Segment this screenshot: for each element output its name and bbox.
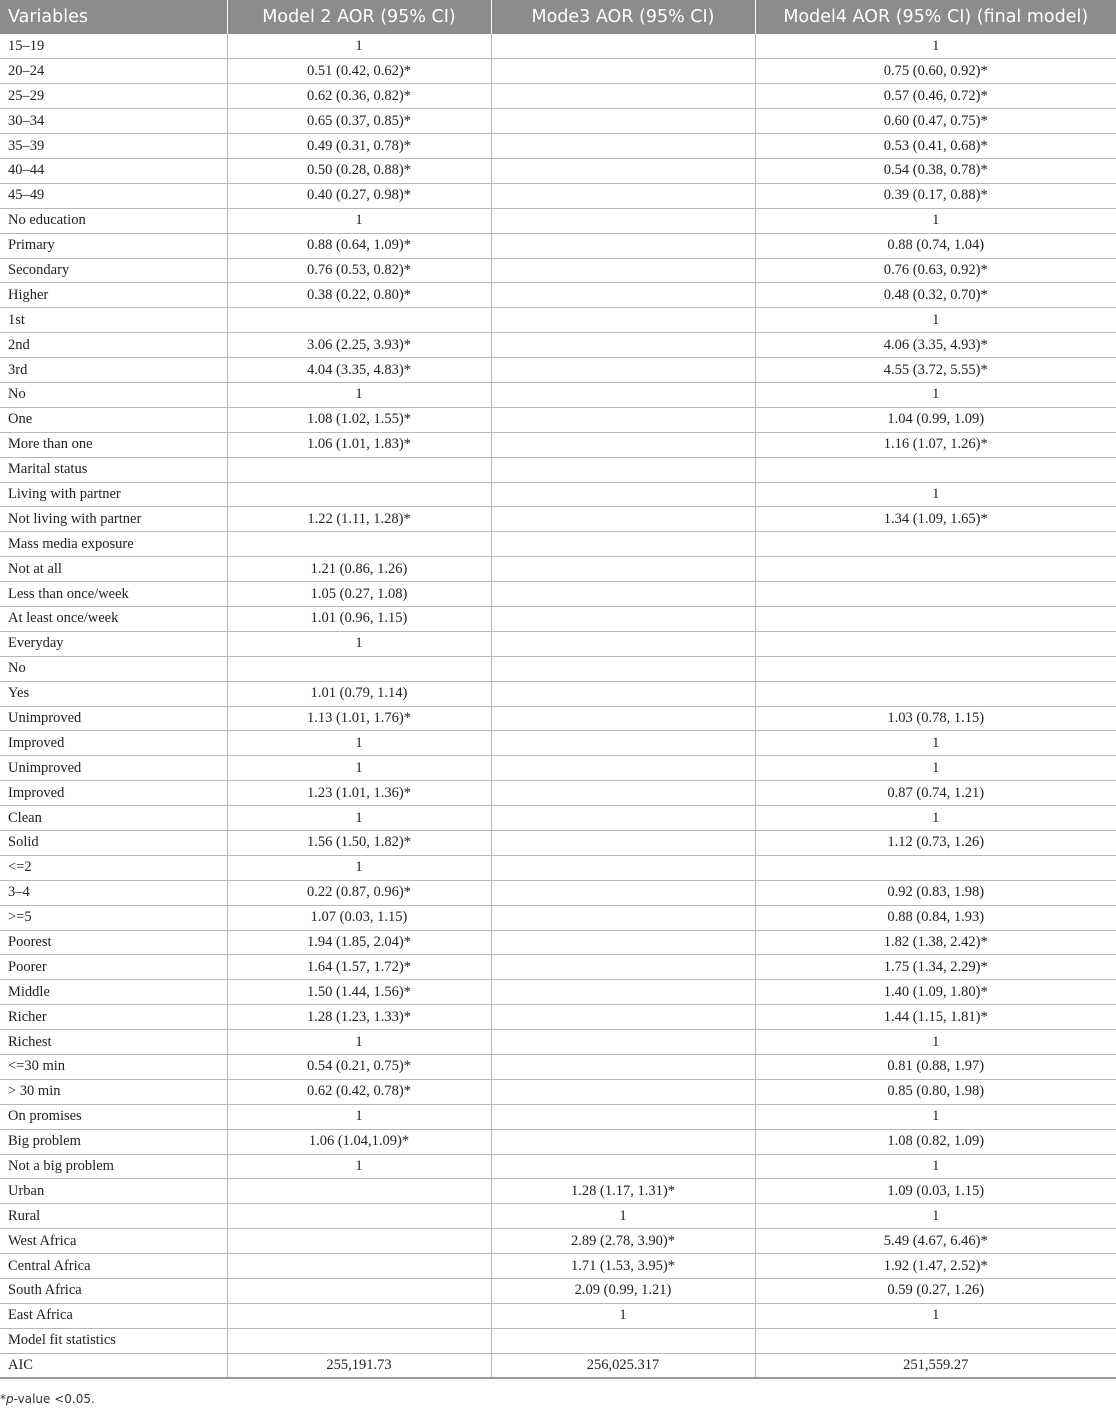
row-variable: Rural: [0, 1204, 227, 1229]
row-model2: 1: [227, 382, 491, 407]
row-model3: 256,025.317: [491, 1353, 755, 1378]
row-variable: West Africa: [0, 1229, 227, 1254]
row-variable: 3rd: [0, 358, 227, 383]
table-row: [0, 507, 1116, 532]
row-variable: No: [0, 656, 227, 681]
row-model2: 1.05 (0.27, 1.08): [227, 582, 491, 607]
row-model3: [491, 258, 755, 283]
row-model4: 4.06 (3.35, 4.93)*: [755, 333, 1116, 358]
row-variable: Secondary: [0, 258, 227, 283]
row-model4: 0.88 (0.74, 1.04): [755, 233, 1116, 258]
row-model3: [491, 806, 755, 831]
row-variable: More than one: [0, 432, 227, 457]
row-variable: Improved: [0, 781, 227, 806]
row-model3: [491, 333, 755, 358]
footnote-p: p: [6, 1392, 14, 1406]
table-row: [0, 432, 1116, 457]
row-model4: 0.48 (0.32, 0.70)*: [755, 283, 1116, 308]
row-model3: [491, 283, 755, 308]
row-model3: [491, 930, 755, 955]
table-row: [0, 109, 1116, 134]
table-row: [0, 258, 1116, 283]
row-model4: [755, 681, 1116, 706]
row-variable: Less than once/week: [0, 582, 227, 607]
row-model3: [491, 905, 755, 930]
row-model3: 2.89 (2.78, 3.90)*: [491, 1229, 755, 1254]
row-model3: [491, 731, 755, 756]
row-model4: 0.39 (0.17, 0.88)*: [755, 183, 1116, 208]
row-model4: 1: [755, 482, 1116, 507]
row-model3: [491, 407, 755, 432]
row-model4: 1: [755, 1030, 1116, 1055]
row-variable: No: [0, 382, 227, 407]
row-model4: 4.55 (3.72, 5.55)*: [755, 358, 1116, 383]
row-model2: 1.50 (1.44, 1.56)*: [227, 980, 491, 1005]
table-row: [0, 233, 1116, 258]
row-model4: [755, 532, 1116, 557]
row-model2: [227, 1328, 491, 1353]
header-model2: Model 2 AOR (95% CI): [227, 0, 491, 34]
row-model2: [227, 457, 491, 482]
row-model2: 1.07 (0.03, 1.15): [227, 905, 491, 930]
table-row: [0, 482, 1116, 507]
table-row: [0, 606, 1116, 631]
row-variable: Urban: [0, 1179, 227, 1204]
row-model4: [755, 582, 1116, 607]
row-model4: [755, 557, 1116, 582]
table-row: [0, 358, 1116, 383]
table-row: [0, 1055, 1116, 1080]
footnote-mark: *: [0, 1392, 6, 1406]
row-variable: 40–44: [0, 158, 227, 183]
table-row: [0, 532, 1116, 557]
header-row: [0, 0, 1116, 34]
row-variable: Unimproved: [0, 756, 227, 781]
row-model4: 0.57 (0.46, 0.72)*: [755, 84, 1116, 109]
row-model2: 1.08 (1.02, 1.55)*: [227, 407, 491, 432]
row-variable: 25–29: [0, 84, 227, 109]
row-model3: [491, 1005, 755, 1030]
table-header: [0, 0, 1116, 34]
row-model3: [491, 606, 755, 631]
table-row: [0, 681, 1116, 706]
table-row: [0, 880, 1116, 905]
row-model2: 0.62 (0.42, 0.78)*: [227, 1079, 491, 1104]
row-model4: 1: [755, 731, 1116, 756]
table-row: [0, 34, 1116, 59]
row-model2: 1: [227, 1030, 491, 1055]
header-model4: Model4 AOR (95% CI) (final model): [783, 7, 1089, 27]
table-row: [0, 731, 1116, 756]
row-model3: [491, 59, 755, 84]
row-model3: [491, 432, 755, 457]
table-row: [0, 582, 1116, 607]
row-model4: 251,559.27: [755, 1353, 1116, 1378]
row-variable: Solid: [0, 831, 227, 856]
row-model2: 0.22 (0.87, 0.96)*: [227, 880, 491, 905]
row-model3: [491, 980, 755, 1005]
row-model2: 1.22 (1.11, 1.28)*: [227, 507, 491, 532]
row-model4: [755, 656, 1116, 681]
table-row: [0, 631, 1116, 656]
row-model2: 1.64 (1.57, 1.72)*: [227, 955, 491, 980]
row-variable: Living with partner: [0, 482, 227, 507]
row-model3: [491, 955, 755, 980]
row-model3: [491, 1104, 755, 1129]
row-model3: [491, 134, 755, 159]
row-model3: [491, 557, 755, 582]
row-model3: [491, 183, 755, 208]
row-variable: 35–39: [0, 134, 227, 159]
row-model4: 1.82 (1.38, 2.42)*: [755, 930, 1116, 955]
row-model4: [755, 631, 1116, 656]
table-row: [0, 1030, 1116, 1055]
row-model4: 0.81 (0.88, 1.97): [755, 1055, 1116, 1080]
row-model4: 1: [755, 1204, 1116, 1229]
row-variable: 3–4: [0, 880, 227, 905]
row-model4: 1: [755, 382, 1116, 407]
row-model3: [491, 1030, 755, 1055]
row-model4: 1.08 (0.82, 1.09): [755, 1129, 1116, 1154]
row-model2: 1.01 (0.79, 1.14): [227, 681, 491, 706]
row-model4: 1: [755, 34, 1116, 59]
row-variable: Poorest: [0, 930, 227, 955]
table-row: [0, 557, 1116, 582]
row-model4: 1.09 (0.03, 1.15): [755, 1179, 1116, 1204]
table-row: [0, 905, 1116, 930]
row-variable: Higher: [0, 283, 227, 308]
row-model4: 1: [755, 756, 1116, 781]
row-model2: 0.50 (0.28, 0.88)*: [227, 158, 491, 183]
table-row: [0, 1353, 1116, 1378]
row-model3: 1.28 (1.17, 1.31)*: [491, 1179, 755, 1204]
row-variable: Mass media exposure: [0, 532, 227, 557]
row-model3: [491, 34, 755, 59]
row-model3: [491, 656, 755, 681]
row-variable: Big problem: [0, 1129, 227, 1154]
table-row: [0, 59, 1116, 84]
table-row: [0, 283, 1116, 308]
row-model3: [491, 1055, 755, 1080]
table-row: [0, 158, 1116, 183]
row-model2: 1: [227, 806, 491, 831]
row-model4: 0.54 (0.38, 0.78)*: [755, 158, 1116, 183]
table-row: [0, 930, 1116, 955]
row-model3: [491, 532, 755, 557]
row-model4: [755, 855, 1116, 880]
table-row: [0, 1279, 1116, 1304]
row-model2: 1.01 (0.96, 1.15): [227, 606, 491, 631]
row-variable: Poorer: [0, 955, 227, 980]
row-model4: 0.75 (0.60, 0.92)*: [755, 59, 1116, 84]
row-model3: [491, 1079, 755, 1104]
row-model3: [491, 382, 755, 407]
row-variable: Central Africa: [0, 1254, 227, 1279]
row-variable: At least once/week: [0, 606, 227, 631]
table-row: [0, 1005, 1116, 1030]
row-model2: 1.28 (1.23, 1.33)*: [227, 1005, 491, 1030]
row-variable: 45–49: [0, 183, 227, 208]
row-variable: No education: [0, 208, 227, 233]
row-variable: >=5: [0, 905, 227, 930]
row-model3: [491, 831, 755, 856]
row-model4: [755, 606, 1116, 631]
row-model2: [227, 1179, 491, 1204]
row-variable: > 30 min: [0, 1079, 227, 1104]
row-model3: [491, 208, 755, 233]
row-variable: 15–19: [0, 34, 227, 59]
table-row: [0, 333, 1116, 358]
row-variable: Not a big problem: [0, 1154, 227, 1179]
footnote-text: -value <0.05.: [13, 1392, 95, 1406]
row-model4: 1.92 (1.47, 2.52)*: [755, 1254, 1116, 1279]
row-variable: South Africa: [0, 1279, 227, 1304]
row-model2: 1: [227, 208, 491, 233]
row-model4: [755, 457, 1116, 482]
row-model3: [491, 482, 755, 507]
row-model4: 1.12 (0.73, 1.26): [755, 831, 1116, 856]
table-row: [0, 1254, 1116, 1279]
row-variable: Richer: [0, 1005, 227, 1030]
row-model2: 0.88 (0.64, 1.09)*: [227, 233, 491, 258]
row-model3: [491, 855, 755, 880]
row-variable: Not at all: [0, 557, 227, 582]
row-model4: [755, 1328, 1116, 1353]
table-row: [0, 1229, 1116, 1254]
row-model4: 1.34 (1.09, 1.65)*: [755, 507, 1116, 532]
row-model2: [227, 532, 491, 557]
row-model3: 1: [491, 1204, 755, 1229]
row-model4: 0.60 (0.47, 0.75)*: [755, 109, 1116, 134]
row-model3: [491, 1154, 755, 1179]
row-model2: 3.06 (2.25, 3.93)*: [227, 333, 491, 358]
row-model3: [491, 109, 755, 134]
table-row: [0, 84, 1116, 109]
row-variable: Unimproved: [0, 706, 227, 731]
row-variable: Clean: [0, 806, 227, 831]
table-row: [0, 1154, 1116, 1179]
row-variable: AIC: [0, 1353, 227, 1378]
row-model2: 1: [227, 1154, 491, 1179]
row-variable: On promises: [0, 1104, 227, 1129]
table-body: [0, 34, 1116, 1378]
row-model4: 5.49 (4.67, 6.46)*: [755, 1229, 1116, 1254]
row-variable: <=30 min: [0, 1055, 227, 1080]
row-model4: 0.92 (0.83, 1.98): [755, 880, 1116, 905]
row-model2: [227, 1254, 491, 1279]
row-model2: 0.76 (0.53, 0.82)*: [227, 258, 491, 283]
row-model4: 0.85 (0.80, 1.98): [755, 1079, 1116, 1104]
row-model2: 1: [227, 731, 491, 756]
table-row: [0, 1129, 1116, 1154]
row-model4: 1.16 (1.07, 1.26)*: [755, 432, 1116, 457]
row-model4: 0.88 (0.84, 1.93): [755, 905, 1116, 930]
table-row: [0, 656, 1116, 681]
row-model2: 1.56 (1.50, 1.82)*: [227, 831, 491, 856]
row-model4: 1: [755, 806, 1116, 831]
row-model4: 1.04 (0.99, 1.09): [755, 407, 1116, 432]
row-model2: 255,191.73: [227, 1353, 491, 1378]
row-model4: 1: [755, 1104, 1116, 1129]
row-model2: 0.65 (0.37, 0.85)*: [227, 109, 491, 134]
table-row: [0, 457, 1116, 482]
table-row: [0, 183, 1116, 208]
table-row: [0, 980, 1116, 1005]
row-variable: Model fit statistics: [0, 1328, 227, 1353]
row-model3: [491, 631, 755, 656]
row-variable: Primary: [0, 233, 227, 258]
row-model3: [491, 1129, 755, 1154]
row-model3: 2.09 (0.99, 1.21): [491, 1279, 755, 1304]
row-model3: [491, 358, 755, 383]
row-model3: [491, 781, 755, 806]
row-model2: 0.62 (0.36, 0.82)*: [227, 84, 491, 109]
table-row: [0, 308, 1116, 333]
row-model2: 0.40 (0.27, 0.98)*: [227, 183, 491, 208]
row-model2: 1.23 (1.01, 1.36)*: [227, 781, 491, 806]
row-variable: Marital status: [0, 457, 227, 482]
row-variable: 1st: [0, 308, 227, 333]
row-model3: 1: [491, 1303, 755, 1328]
table-row: [0, 1079, 1116, 1104]
row-model2: [227, 1279, 491, 1304]
row-model2: 1.94 (1.85, 2.04)*: [227, 930, 491, 955]
row-model3: [491, 706, 755, 731]
row-model2: [227, 308, 491, 333]
row-variable: Not living with partner: [0, 507, 227, 532]
row-model2: 4.04 (3.35, 4.83)*: [227, 358, 491, 383]
table-row: [0, 1328, 1116, 1353]
row-variable: Improved: [0, 731, 227, 756]
row-model2: 1.13 (1.01, 1.76)*: [227, 706, 491, 731]
row-model2: [227, 1229, 491, 1254]
row-variable: Everyday: [0, 631, 227, 656]
row-model3: [491, 158, 755, 183]
row-model3: [491, 507, 755, 532]
row-model4: 0.87 (0.74, 1.21): [755, 781, 1116, 806]
row-model2: 1: [227, 1104, 491, 1129]
row-model2: 1.21 (0.86, 1.26): [227, 557, 491, 582]
row-model4: 1: [755, 1154, 1116, 1179]
row-model2: 1: [227, 631, 491, 656]
table-row: [0, 955, 1116, 980]
row-model2: [227, 482, 491, 507]
row-model4: 1: [755, 1303, 1116, 1328]
table-row: [0, 382, 1116, 407]
row-variable: Middle: [0, 980, 227, 1005]
row-model3: 1.71 (1.53, 3.95)*: [491, 1254, 755, 1279]
row-model2: 1.06 (1.01, 1.83)*: [227, 432, 491, 457]
row-model3: [491, 457, 755, 482]
row-model2: 0.54 (0.21, 0.75)*: [227, 1055, 491, 1080]
row-model4: 0.59 (0.27, 1.26): [755, 1279, 1116, 1304]
table-row: [0, 806, 1116, 831]
table-row: [0, 134, 1116, 159]
row-model3: [491, 308, 755, 333]
row-model4: 1: [755, 208, 1116, 233]
row-model3: [491, 84, 755, 109]
footnote: [0, 1392, 95, 1406]
row-model3: [491, 681, 755, 706]
row-model2: [227, 656, 491, 681]
table-row: [0, 208, 1116, 233]
header-model3: Mode3 AOR (95% CI): [491, 0, 755, 34]
row-variable: One: [0, 407, 227, 432]
row-model4: 0.76 (0.63, 0.92)*: [755, 258, 1116, 283]
row-model2: 0.49 (0.31, 0.78)*: [227, 134, 491, 159]
row-model2: 0.38 (0.22, 0.80)*: [227, 283, 491, 308]
row-model2: 1: [227, 756, 491, 781]
row-model4: 0.53 (0.41, 0.68)*: [755, 134, 1116, 159]
row-variable: 2nd: [0, 333, 227, 358]
table-row: [0, 706, 1116, 731]
table-row: [0, 1204, 1116, 1229]
row-variable: Yes: [0, 681, 227, 706]
header-variables: Variables: [0, 0, 227, 34]
row-model4: 1.40 (1.09, 1.80)*: [755, 980, 1116, 1005]
row-model4: 1.03 (0.78, 1.15): [755, 706, 1116, 731]
row-variable: East Africa: [0, 1303, 227, 1328]
table-row: [0, 1179, 1116, 1204]
row-variable: 20–24: [0, 59, 227, 84]
table-row: [0, 407, 1116, 432]
row-model2: [227, 1303, 491, 1328]
row-model4: 1: [755, 308, 1116, 333]
row-model3: [491, 582, 755, 607]
row-model3: [491, 1328, 755, 1353]
row-model3: [491, 880, 755, 905]
row-model2: 1: [227, 855, 491, 880]
row-variable: Richest: [0, 1030, 227, 1055]
row-model3: [491, 756, 755, 781]
table-row: [0, 781, 1116, 806]
row-model2: 1.06 (1.04,1.09)*: [227, 1129, 491, 1154]
row-model2: 0.51 (0.42, 0.62)*: [227, 59, 491, 84]
table-row: [0, 756, 1116, 781]
table-row: [0, 831, 1116, 856]
table-row: [0, 1303, 1116, 1328]
row-model4: 1.75 (1.34, 2.29)*: [755, 955, 1116, 980]
row-model2: [227, 1204, 491, 1229]
table-row: [0, 1104, 1116, 1129]
row-model3: [491, 233, 755, 258]
row-model2: 1: [227, 34, 491, 59]
row-variable: 30–34: [0, 109, 227, 134]
row-model4: 1.44 (1.15, 1.81)*: [755, 1005, 1116, 1030]
row-variable: <=2: [0, 855, 227, 880]
table-row: [0, 855, 1116, 880]
